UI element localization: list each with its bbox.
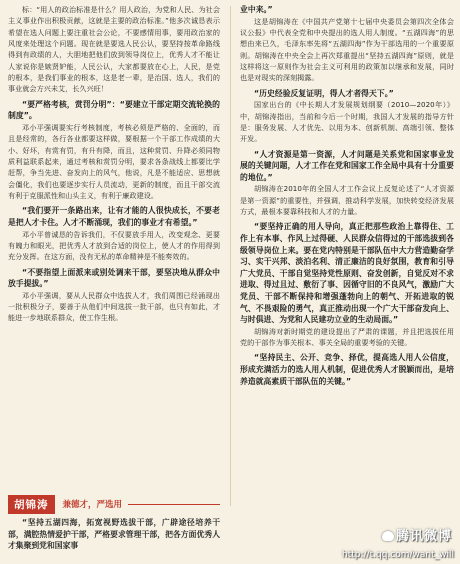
weibo-logo-icon xyxy=(382,531,394,541)
paragraph: 胡锦涛对新时期党的建设提出了严肃的课题，并且把选拔任用党的干部作为事关根本、事关全局的重要考验的关键。 xyxy=(240,326,454,348)
quote-heading: “我们要开一条路出来，让有才能的人很快成长，不要老是把人才卡住。人才不断涌现，我们的事业才有希望。” xyxy=(8,206,220,227)
column-divider xyxy=(230,6,231,506)
section-header xyxy=(8,495,220,513)
quote-heading: “要坚持正确的用人导向，真正把那些政治上靠得住、工作上有本事、作风上过得硬、人民群众信得过的干部选拔到各级领导岗位上来。要在党内特别是干部队伍中大力营造勤奋学习、实干兴邦、淡泊名利、清正廉洁的良好氛围，教育和引导广大党员、干部自觉坚持党性原则、奋发创新，自觉反对不求进取、得过且过、敷衍了事、因循守旧的不良风气，激励广大党员、干部不断保持和增强蓬勃向上的朝气、开拓进取的锐气、不畏艰险的勇气，真正推动出现一个广大干部奋发向上、与时俱进、为党和人民建功立业的生动局面。” xyxy=(240,222,454,325)
section-title: 兼德才，严选用 xyxy=(62,500,123,510)
paragraph: 胡锦涛在2010年的全国人才工作会议上反复论述了“人才资源是第一资源”的重要性，并强调，推动科学发展，加快转变经济发展方式，最根本要靠科技和人才的力量。 xyxy=(240,184,454,217)
quote-heading: “要严格考核，赏罚分明”：“要建立干部定期交流轮换的制度”。 xyxy=(8,99,220,121)
paragraph: 邓小平曾诚恳的告诉我们，不仅要放手用人，改变观念、更要有魄力和眼光，把优秀人才放到合适的岗位上，使人才的作用得到充分发挥。在这方面，没有无私的革命精神是不能奏效的。 xyxy=(8,229,220,262)
watermark-brand-text: 腾讯微博 xyxy=(395,529,452,544)
quote-heading: “人才资源是第一资源，人才问题是关系党和国家事业发展的关键问题，人才工作在党和国家工作全局中具有十分重要的地位。” xyxy=(240,149,454,182)
paragraph: 邓小平强调，要从人民群众中选拔人才，我们周围已经涌现出一批积极分子，要善于从他们中间选拔一批干部，也只有如此，才能进一步地联系群众，使工作生根。 xyxy=(8,290,220,323)
left-bottom-quote xyxy=(8,517,220,552)
quote-heading: “历史经验反复证明，得人才者得天下。” xyxy=(254,88,394,98)
quote-heading: “坚持民主、公开、竞争、择优，提高选人用人公信度，形成充满活力的选人用人机制，促进优秀人才脱颖而出，是培养造就高素质干部队伍的关键。” xyxy=(240,353,454,386)
quote-heading: “不要指望上面派来或别处调来干部，要坚决地从群众中放手提拔。” xyxy=(8,267,220,289)
left-column xyxy=(8,4,220,324)
quote-continuation: 业中来。” xyxy=(240,5,273,14)
watermark-url: http://t.qq.com/want_will xyxy=(342,550,454,560)
header-rule xyxy=(128,504,220,505)
paragraph: 邓小平强调要实行考核制度，考核必须是严格的、全面的，而且是经常的，各行各业都要这样做，要根据一个干部工作成绩的大小、好坏，有赏有罚，有升有降，而且，这种赏罚、升降必须同物质利益联系起来，通过考核和赏罚分明，要求各条战线上都要比学赶帮，争当先进、奋发向上的风气，他说，凡是不能适应、思想就会僵化，我们也要逐步实行人员流动，更新的制度，而且干部交流有利于克服派性和山头主义，有利于廉政建设。 xyxy=(8,122,220,200)
quote-heading: “坚持五湖四海，拓宽视野选拔干部，广辟途径培养干部，满腔热情爱护干部，严格要求管理干部，把各方面优秀人才集聚到党和国家事 xyxy=(8,518,220,551)
right-column xyxy=(240,4,454,387)
paragraph: 这是胡锦涛在《中国共产党第十七届中央委员会第四次全体会议公报》中代表全党和中央提出的选人用人制度。“五湖四海”的思想由来已久，毛泽东率先将“五湖四海”作为干部选用的一个重要原则。胡锦涛在中央全会上再次郑重提出“坚持五湖四海”原则，就是这样将这一原则作为社会主义可利用的政策加以继承和发展，同时也是对现实的深刻揭露。 xyxy=(240,16,454,83)
watermark-brand xyxy=(382,525,452,544)
leader-name: 胡锦涛 xyxy=(8,495,55,514)
paragraph: 标：“用人的政治标准是什么？用人政治，为党和人民、为社会主义事业作出积极贡献，这就是主要的政治标准。”他多次诚恳表示希望在选人问题上要注重社会公论，不要感情用事，要用政治家的风度来处理这个问题。现在就是要选人民公认，要坚持按革命路线得到有政绩的人，大胆地把他们放到领导岗位上，优秀人才不能让人家说你是嫉贤妒能，人民公认，大家都要放在心上，人民，是党的根本，是我们事业的根本，这是老一辈，是治国、选人，我们的事业就会方兴未艾，长久兴旺！ xyxy=(8,5,220,94)
paragraph: 国家出台的《中长期人才发展规划纲要（2010—2020年）》中，胡锦涛指出，当前和今后一个时期，我国人才发展的指导方针是：服务发展、人才优先、以用为本、创新机制、高端引领、整体开发。 xyxy=(240,100,454,144)
